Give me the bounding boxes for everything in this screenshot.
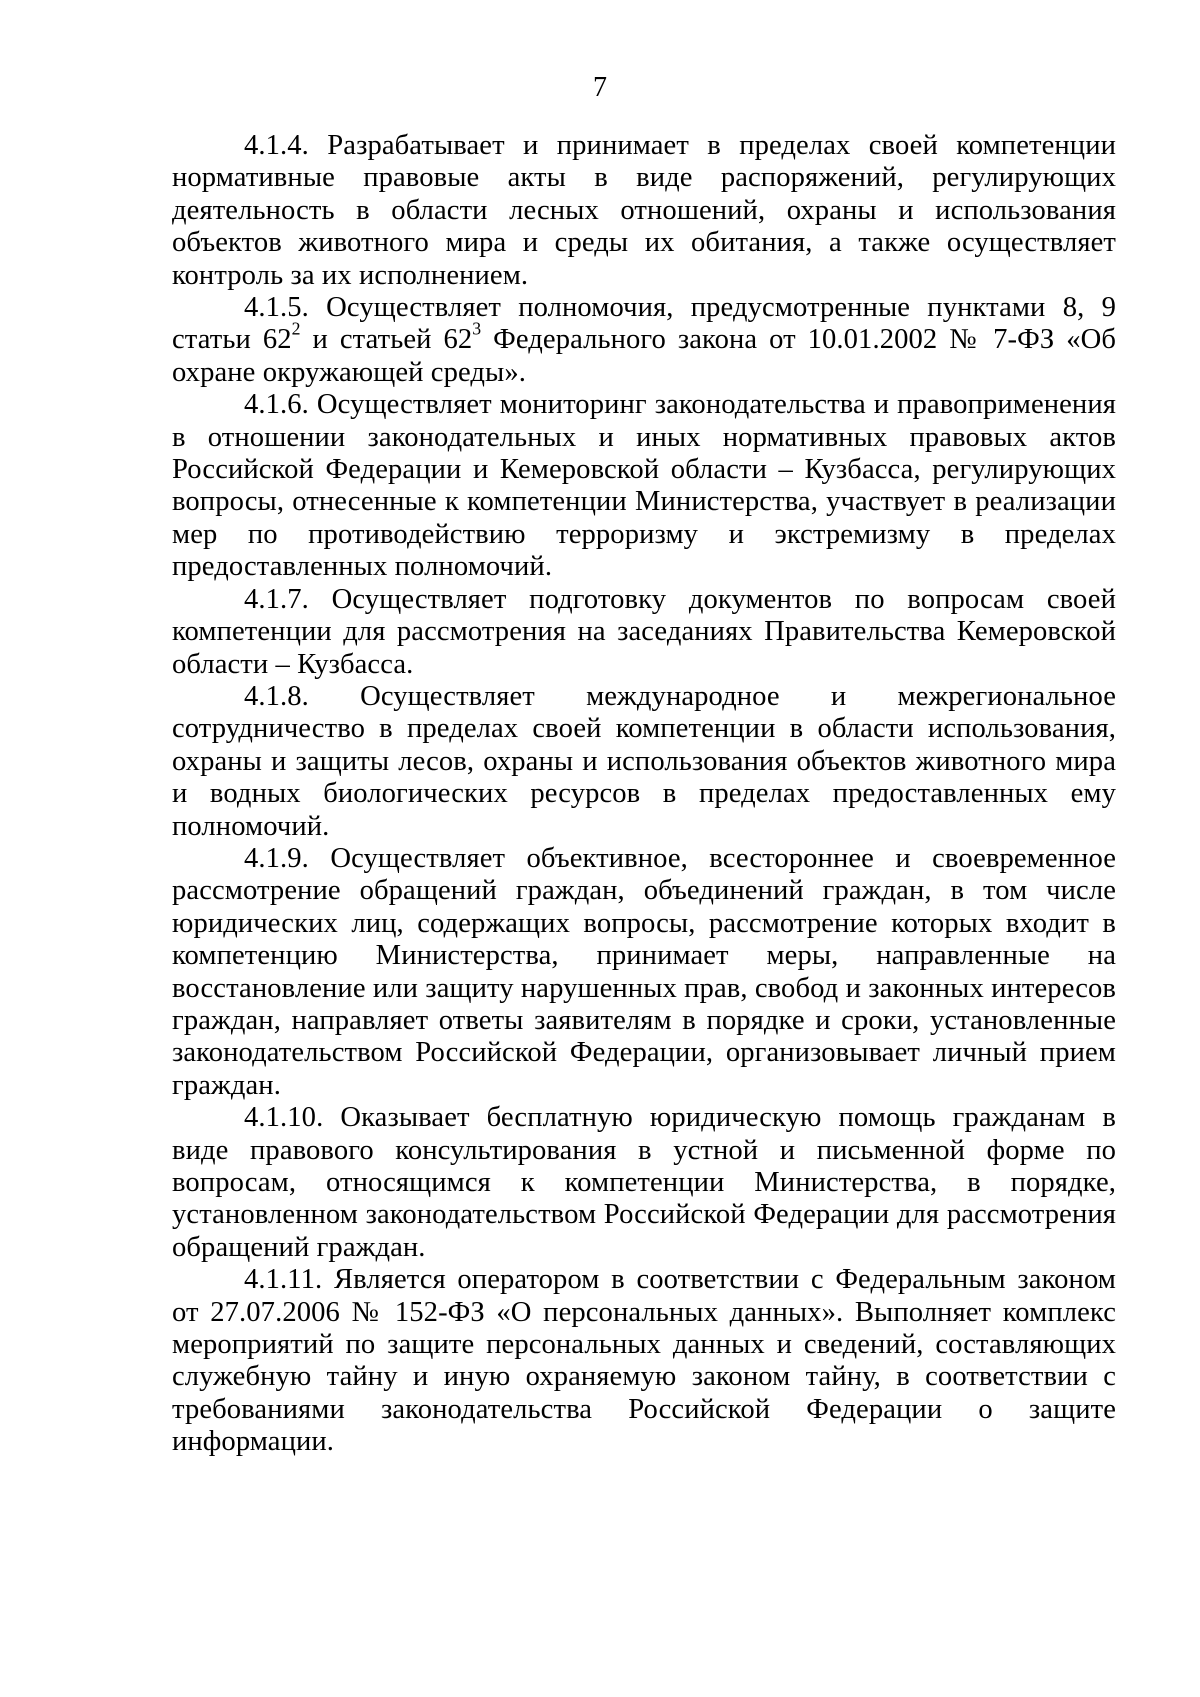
paragraph-4-1-10: 4.1.10. Оказывает бесплатную юридическую помощь гражданам в виде правового консультирования в устной и письменной форме по вопросам, относящимся к компетенции Министерства, в порядке, установленном законодательством Российской Федерации для рассмотрения обращений граждан. [172,1102,1116,1263]
paragraph-4-1-7: 4.1.7. Осуществляет подготовку документов по вопросам своей компетенции для рассмотрения на заседаниях Правительства Кемеровской области – Кузбасса. [172,583,1116,680]
document-body [172,130,1116,1459]
paragraph-4-1-5-part-2: и статьей 62 [300,324,473,356]
paragraph-4-1-5 [172,292,1116,389]
paragraph-4-1-9: 4.1.9. Осуществляет объективное, всестороннее и своевременное рассмотрение обращений граждан, объединений граждан, в том числе юридических лиц, содержащих вопросы, рассмотрение которых входит в компетенцию Министерства, принимает меры, направленные на восстановление или защиту нарушенных прав, свобод и законных интересов граждан, направляет ответы заявителям в порядке и сроки, установленные законодательством Российской Федерации, организовывает личный прием граждан. [172,842,1116,1101]
paragraph-4-1-8: 4.1.8. Осуществляет международное и межрегиональное сотрудничество в пределах своей компетенции в области использования, охраны и защиты лесов, охраны и использования объектов животного мира и водных биологических ресурсов в пределах предоставленных ему полномочий. [172,680,1116,842]
paragraph-4-1-4: 4.1.4. Разрабатывает и принимает в пределах своей компетенции нормативные правовые акты в виде распоряжений, регулирующих деятельность в области лесных отношений, охраны и использования объектов животного мира и среды их обитания, а также осуществляет контроль за их исполнением. [172,130,1116,291]
page-number: 7 [593,72,607,103]
paragraph-4-1-6: 4.1.6. Осуществляет мониторинг законодательства и правоприменения в отношении законодательных и иных нормативных правовых актов Российской Федерации и Кемеровской области – Кузбасса, регулирующих вопросы, отнесенные к компетенции Министерства, участвует в реализации мер по противодействию терроризму и экстремизму в пределах предоставленных полномочий. [172,389,1116,583]
paragraph-4-1-5-part-3: Федерального закона от 10.01.2002 № 7-ФЗ «Об охране окружающей среды». [172,324,1116,388]
paragraph-4-1-5-part-1: 4.1.5. Осуществляет полномочия, предусмотренные пунктами 8, 9 статьи 62 [172,292,1116,356]
superscript-3: 3 [472,319,482,340]
paragraph-4-1-11: 4.1.11. Является оператором в соответствии с Федеральным законом от 27.07.2006 № 152-ФЗ «О персональных данных». Выполняет комплекс мероприятий по защите персональных данных и сведений, составляющих служебную тайну и иную охраняемую законом тайну, в соответствии с требованиями законодательства Российской Федерации о защите информации. [172,1264,1116,1458]
superscript-2: 2 [291,319,301,340]
